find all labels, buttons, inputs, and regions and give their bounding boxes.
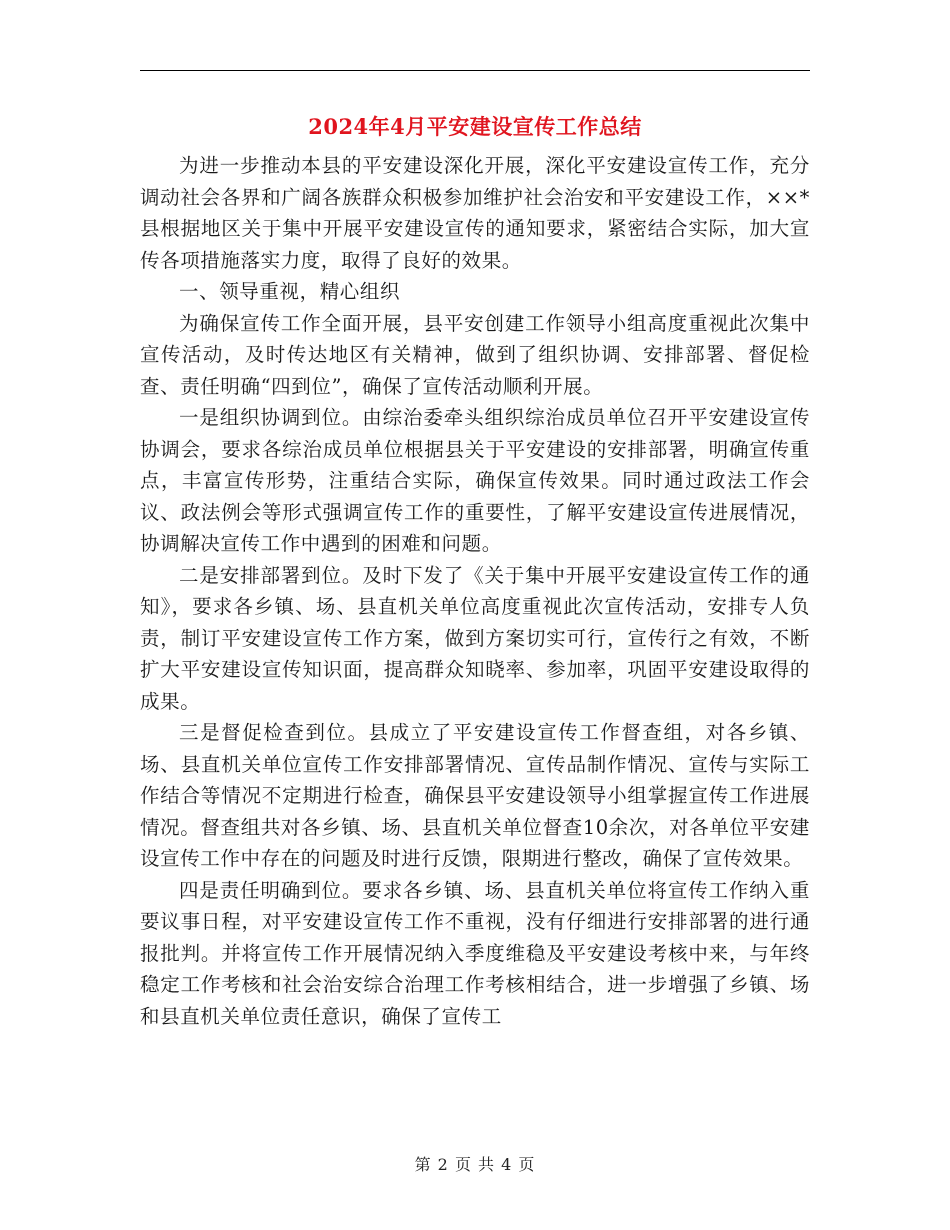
document-body xyxy=(140,150,810,1032)
paragraph-intro: 为进一步推动本县的平安建设深化开展，深化平安建设宣传工作，充分调动社会各界和广阔各族群众积极参加维护社会治安和平安建设工作，××*县根据地区关于集中开展平安建设宣传的通知要求，紧密结合实际，加大宣传各项措施落实力度，取得了良好的效果。 xyxy=(140,154,810,272)
paragraph-point-4: 四是责任明确到位。要求各乡镇、场、县直机关单位将宣传工作纳入重要议事日程，对平安建设宣传工作不重视，没有仔细进行安排部署的进行通报批判。并将宣传工作开展情况纳入季度维稳及平安建设考核中来，与年终稳定工作考核和社会治安综合治理工作考核相结合，进一步增强了乡镇、场和县直机关单位责任意识，确保了宣传工 xyxy=(140,878,810,1028)
page-number: 第 2 页 共 4 页 xyxy=(414,1155,536,1174)
header-rule xyxy=(140,70,810,71)
paragraph-overview: 为确保宣传工作全面开展，县平安创建工作领导小组高度重视此次集中宣传活动，及时传达地区有关精神，做到了组织协调、安排部署、督促检查、责任明确“四到位”，确保了宣传活动顺利开展。 xyxy=(140,311,810,398)
section-heading: 一、领导重视，精心组织 xyxy=(179,280,401,303)
document-title: 2024年4月平安建设宣传工作总结 xyxy=(308,114,642,139)
paragraph-point-3: 三是督促检查到位。县成立了平安建设宣传工作督查组，对各乡镇、场、县直机关单位宣传工作安排部署情况、宣传品制作情况、宣传与实际工作结合等情况不定期进行检查，确保县平安建设领导小组掌握宣传工作进展情况。督查组共对各乡镇、场、县直机关单位督查10余次，对各单位平安建设宣传工作中存在的问题及时进行反馈，限期进行整改，确保了宣传效果。 xyxy=(140,721,810,870)
paragraph-point-1: 一是组织协调到位。由综治委牵头组织综治成员单位召开平安建设宣传协调会，要求各综治成员单位根据县关于平安建设的安排部署，明确宣传重点，丰富宣传形势，注重结合实际，确保宣传效果。同时通过政法工作会议、政法例会等形式强调宣传工作的重要性，了解平安建设宣传进展情况，协调解决宣传工作中遇到的困难和问题。 xyxy=(140,406,810,555)
paragraph-point-2: 二是安排部署到位。及时下发了《关于集中开展平安建设宣传工作的通知》，要求各乡镇、场、县直机关单位高度重视此次宣传活动，安排专人负责，制订平安建设宣传工作方案，做到方案切实可行，宣传行之有效，不断扩大平安建设宣传知识面，提高群众知晓率、参加率，巩固平安建设取得的成果。 xyxy=(140,563,810,713)
